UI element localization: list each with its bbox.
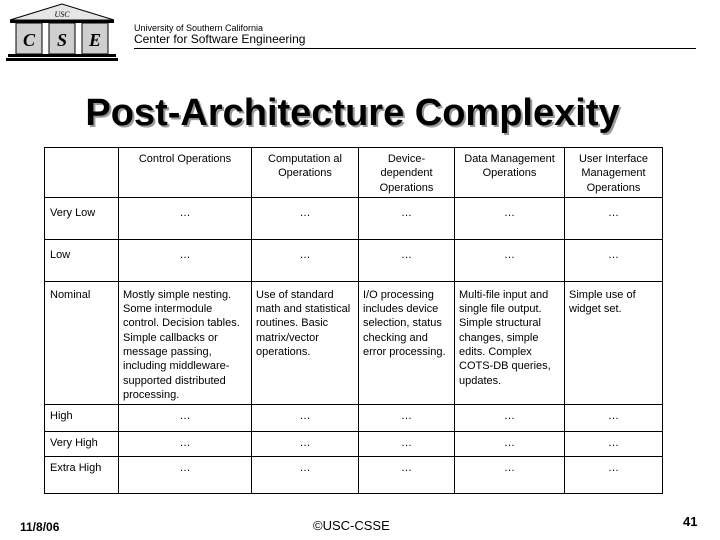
table-cell: … [455,239,565,281]
table-header-row [45,148,663,198]
center-name: Center for Software Engineering [134,32,306,46]
table-cell: Multi-file input and single file output. Simple structural changes, simple edits. Complex COTS-DB queries, updates. [455,281,565,404]
slide-date: 11/8/06 [20,520,60,534]
row-label: Very High [45,432,119,457]
column-header: Control Operations [119,148,252,198]
table-cell: … [565,405,663,432]
logo-letter-c: C [22,30,36,50]
table-cell: … [455,197,565,239]
table-cell: … [359,239,455,281]
table-cell: Mostly simple nesting. Some intermodule control. Decision tables. Simple callbacks or message passing, including middleware-supported distributed processing. [119,281,252,404]
table-cell: … [252,405,359,432]
column-header: Data Management Operations [455,148,565,198]
header-divider [134,48,696,49]
row-label: Extra High [45,457,119,494]
table-cell: … [565,239,663,281]
table-cell: … [252,432,359,457]
logo-letter-e: E [88,30,102,50]
table-cell: … [455,457,565,494]
page-number: 41 [683,514,698,529]
row-label: Low [45,239,119,281]
table-cell: … [119,457,252,494]
row-label: Very Low [45,197,119,239]
table-row [45,405,663,432]
column-header: User Interface Management Operations [565,148,663,198]
row-label: High [45,405,119,432]
table-row [45,281,663,404]
column-header: Device-dependent Operations [359,148,455,198]
table-row [45,197,663,239]
table-cell: … [565,197,663,239]
table-row [45,432,663,457]
table-cell: Use of standard math and statistical routines. Basic matrix/vector operations. [252,281,359,404]
table-row [45,457,663,494]
table-cell: … [119,239,252,281]
table-cell: … [455,432,565,457]
table-cell: … [565,457,663,494]
table-cell: … [119,405,252,432]
logo-letter-s: S [56,30,68,50]
column-header: Computation al Operations [252,148,359,198]
table-cell: … [359,197,455,239]
table-cell: … [359,432,455,457]
table-cell: I/O processing includes device selection, status checking and error processing. [359,281,455,404]
table-cell: Simple use of widget set. [565,281,663,404]
slide-title: Post-Architecture Complexity [85,92,620,134]
table-row [45,239,663,281]
corner-cell [45,148,119,198]
row-label: Nominal [45,281,119,404]
cse-logo [6,2,118,62]
table-cell: … [252,457,359,494]
table-cell: … [359,405,455,432]
complexity-table [44,147,663,494]
table-cell: … [252,197,359,239]
table-cell: … [455,405,565,432]
table-cell: … [565,432,663,457]
copyright-notice: ©USC-CSSE [313,518,390,533]
table-cell: … [359,457,455,494]
university-name: University of Southern California [134,23,264,33]
table-cell: … [119,432,252,457]
table-cell: … [119,197,252,239]
logo-caption: USC [54,10,70,19]
table-cell: … [252,239,359,281]
